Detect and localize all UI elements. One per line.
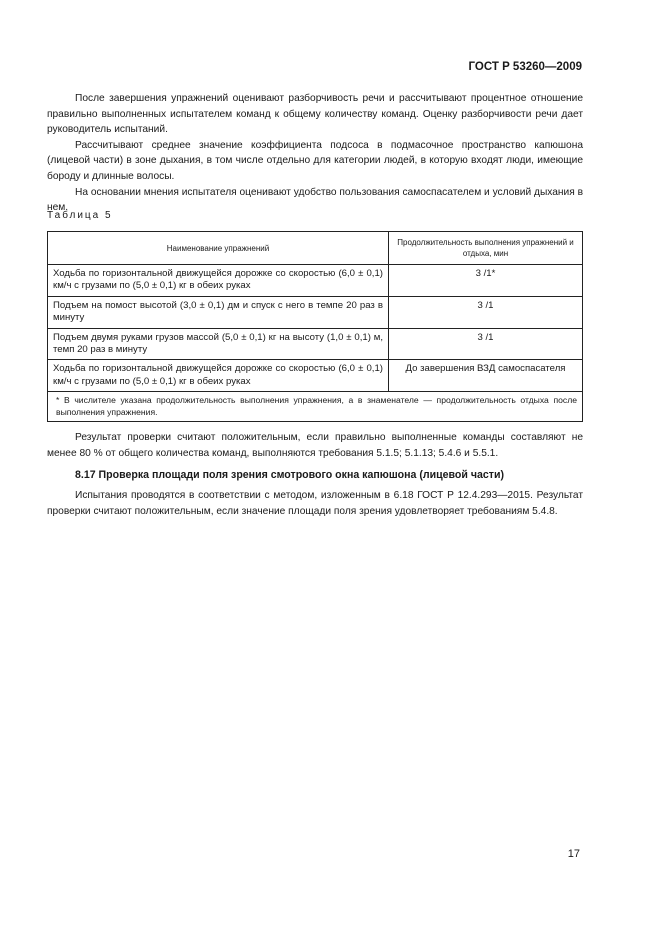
exercise-duration: 3 /1* [389,265,583,297]
intro-text [47,91,583,216]
exercise-name: Ходьба по горизонтальной движущейся дорожке со скоростью (6,0 ± 0,1) км/ч с грузами по (5,0 ± 0,1) кг в обеих руках [48,360,389,392]
intro-paragraph-2: Рассчитывают среднее значение коэффициента подсоса в подмасочное пространство капюшона (лицевой части) в зоне дыхания, в том числе отдельно для категории людей, в которую входят люди, имеющие бороду и длинные волосы. [47,139,583,182]
table-footnote: * В числителе указана продолжительность выполнения упражнения, а в знаменателе — продолжительность отдыха после выполнения упражнения. [48,392,583,422]
intro-paragraph-1: После завершения упражнений оценивают разборчивость речи и рассчитывают процентное отношение правильно выполненных испытателем команд к общему количеству команд. Оценку разборчивости речи дает руководитель испытаний. [47,93,583,136]
table-caption: Таблица 5 [47,210,113,221]
table-row [48,296,583,328]
table-footnote-row [48,392,583,422]
intro-paragraph-3: На основании мнения испытателя оценивают удобство пользования самоспасателем и условий дыхания в нем. [47,186,583,214]
table-row [48,360,583,392]
column-header-name: Наименование упражнений [48,232,389,265]
result-paragraph: Результат проверки считают положительным, если правильно выполненные команды составляют не менее 80 % от общего количества команд, выполняются требования 5.1.5; 5.1.13; 5.4.6 и 5.5.1. [47,432,583,459]
column-header-duration: Продолжительность выполнения упражнений и отдыха, мин [389,232,583,265]
exercise-duration: 3 /1 [389,328,583,360]
result-text [47,430,583,461]
table-header-row [48,232,583,265]
exercise-name: Подъем на помост высотой (3,0 ± 0,1) дм и спуск с него в темпе 20 раз в минуту [48,296,389,328]
section-text [47,488,583,519]
page-number: 17 [567,848,580,860]
section-paragraph: Испытания проводятся в соответствии с методом, изложенным в 6.18 ГОСТ Р 12.4.293—2015. Результат проверки считают положительным, если значение площади поля зрения удовлетворяет требованиям 5.4.8. [47,490,583,517]
section-title: 8.17 Проверка площади поля зрения смотрового окна капюшона (лицевой части) [75,469,504,481]
exercise-table [47,231,583,422]
table-row [48,265,583,297]
exercise-name: Подъем двумя руками грузов массой (5,0 ± 0,1) кг на высоту (1,0 ± 0,1) м, темп 20 раз в минуту [48,328,389,360]
exercise-duration: 3 /1 [389,296,583,328]
table-row [48,328,583,360]
standard-header: ГОСТ Р 53260—2009 [468,61,582,73]
exercise-duration: До завершения ВЗД самоспасателя [389,360,583,392]
exercise-name: Ходьба по горизонтальной движущейся дорожке со скоростью (6,0 ± 0,1) км/ч с грузами по (5,0 ± 0,1) кг в обеих руках [48,265,389,297]
